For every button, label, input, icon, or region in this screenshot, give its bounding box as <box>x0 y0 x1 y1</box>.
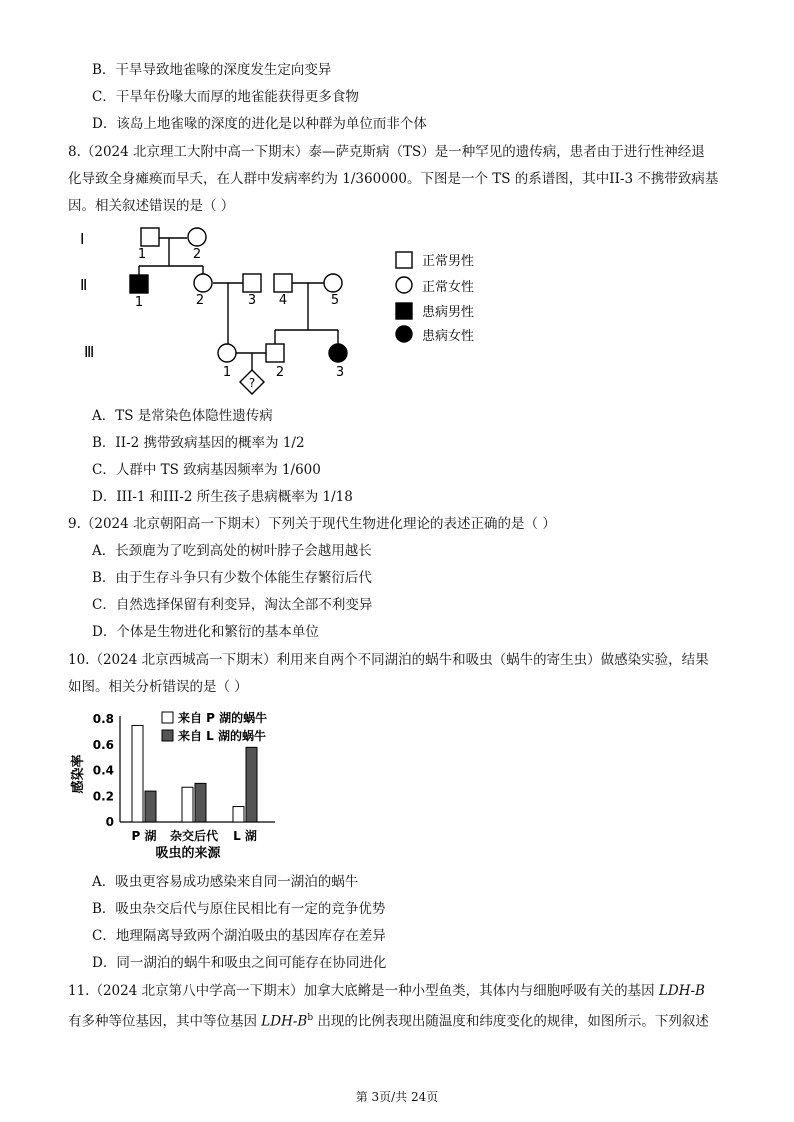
y-tick-label: 0.2 <box>92 789 114 804</box>
q11-stem-line2 <box>68 1008 709 1032</box>
q11-gene-2: LDH-B <box>261 1013 308 1030</box>
q9-option-b: B．由于生存斗争只有少数个体能生存繁衍后代 <box>92 570 372 586</box>
q9-option-d: D．个体是生物进化和繁衍的基本单位 <box>92 624 319 640</box>
q10-option-b: B．吸虫杂交后代与原住民相比有一定的竞争优势 <box>92 901 386 917</box>
pedigree-chart <box>70 220 500 400</box>
q11-text-3: 出现的比例表现出随温度和纬度变化的规律，如图所示。下列叙述 <box>313 1013 709 1030</box>
unknown-mark: ? <box>248 376 256 390</box>
legend-swatch-l <box>162 730 173 741</box>
num-II-4: 4 <box>278 293 288 308</box>
gen-label-II: Ⅱ <box>80 276 88 294</box>
q8-stem-line1: 8.（2024 北京理工大附中高一下期末）泰—萨克斯病（TS）是一种罕见的遗传病，患者由于进行性神经退 <box>68 144 705 160</box>
q9-option-c: C．自然选择保留有利变异，淘汰全部不利变异 <box>92 597 373 613</box>
bar-2-0 <box>233 807 244 822</box>
num-II-2: 2 <box>195 293 205 308</box>
x-category-label: P 湖 <box>131 829 157 843</box>
option-d-prev: D．该岛上地雀喙的深度的进化是以种群为单位而非个体 <box>92 116 427 132</box>
x-category-label: L 湖 <box>233 829 257 843</box>
q10-stem-line1: 10.（2024 北京西城高一下期末）利用来自两个不同湖泊的蜗牛和吸虫（蜗牛的寄生虫）做感染实验，结果 <box>68 652 709 668</box>
y-tick-label: 0 <box>105 815 114 829</box>
num-III-1: 1 <box>222 365 232 380</box>
pedigree-II-3 <box>243 274 261 292</box>
num-I-1: 1 <box>137 247 147 262</box>
x-category-label: 杂交后代 <box>169 829 219 843</box>
bar-2-1 <box>246 747 257 822</box>
y-tick-label: 0.4 <box>92 763 114 778</box>
legend-affected-male-icon <box>396 303 412 319</box>
q11-text-2: 有多种等位基因，其中等位基因 <box>68 1013 262 1030</box>
pedigree-II-2 <box>194 274 212 292</box>
chart-ylabel: 感染率 <box>71 754 86 794</box>
chart-xlabel: 吸虫的来源 <box>155 846 221 861</box>
pedigree-III-1 <box>218 344 236 362</box>
num-III-3: 3 <box>335 365 345 380</box>
legend-swatch-p <box>162 712 173 723</box>
pedigree-III-2 <box>266 344 284 362</box>
legend-normal-female: 正常女性 <box>422 280 475 295</box>
q11-text-1: 11.（2024 北京第八中学高一下期末）加拿大底鳉是一种小型鱼类，其体内与细胞呼吸有关的基因 <box>68 983 659 999</box>
q8-option-d: D．III-1 和III-2 所生孩子患病概率为 1/18 <box>92 489 353 505</box>
num-II-1: 1 <box>134 295 144 310</box>
pedigree-II-1 <box>130 275 148 293</box>
pedigree-I-2 <box>188 228 206 246</box>
y-tick-label: 0.6 <box>92 737 114 752</box>
q8-option-b: B．II-2 携带致病基因的概率为 1/2 <box>92 435 305 451</box>
y-tick-label: 0.8 <box>92 712 114 726</box>
q10-stem-line2: 如图。相关分析错误的是（ ） <box>68 679 248 695</box>
legend-normal-male-icon <box>396 252 412 268</box>
legend-affected-male: 患病男性 <box>422 305 475 320</box>
page-footer: 第 3页/共 24页 <box>355 1090 439 1104</box>
legend-series-l: 来自 L 湖的蜗牛 <box>178 729 267 743</box>
q9-stem: 9.（2024 北京朝阳高一下期末）下列关于现代生物进化理论的表述正确的是（ ） <box>68 516 556 532</box>
pedigree-I-1 <box>141 228 159 246</box>
infection-rate-chart <box>70 704 290 864</box>
num-I-2: 2 <box>192 247 202 262</box>
q8-stem-line2: 化导致全身瘫痪而早夭，在人群中发病率约为 1/360000。下图是一个 TS 的系谱图，其中II-3 不携带致病基 <box>68 171 719 187</box>
q8-option-a: A．TS 是常染色体隐性遗传病 <box>92 408 273 424</box>
option-c-prev: C．干旱年份喙大而厚的地雀能获得更多食物 <box>92 89 359 105</box>
q9-option-a: A．长颈鹿为了吃到高处的树叶脖子会越用越长 <box>92 543 372 559</box>
pedigree-II-4 <box>274 274 292 292</box>
pedigree-III-3 <box>329 344 347 362</box>
q11-gene-1: LDH-B <box>658 983 705 999</box>
num-II-3: 3 <box>247 293 257 308</box>
legend-series-p: 来自 P 湖的蜗牛 <box>178 711 268 725</box>
bar-0-1 <box>145 791 156 822</box>
q10-option-d: D．同一湖泊的蜗牛和吸虫之间可能存在协同进化 <box>92 955 387 971</box>
q11-gene-sup: b <box>307 1013 314 1023</box>
q8-stem-line3: 因。相关叙述错误的是（ ） <box>68 198 235 214</box>
num-III-2: 2 <box>275 365 285 380</box>
q11-stem-line1 <box>68 981 705 1001</box>
q8-option-c: C．人群中 TS 致病基因频率为 1/600 <box>92 462 321 478</box>
legend-affected-female-icon <box>396 326 412 342</box>
legend-affected-female: 患病女性 <box>422 329 475 344</box>
bar-1-0 <box>182 787 193 822</box>
legend-normal-female-icon <box>396 277 412 293</box>
legend-normal-male: 正常男性 <box>422 254 475 269</box>
option-b-prev: B．干旱导致地雀喙的深度发生定向变异 <box>92 62 332 78</box>
bar-1-1 <box>195 783 206 822</box>
q10-option-c: C．地理隔离导致两个湖泊吸虫的基因库存在差异 <box>92 928 386 944</box>
gen-label-III: Ⅲ <box>84 343 95 361</box>
pedigree-II-5 <box>324 274 342 292</box>
gen-label-I: Ⅰ <box>80 230 85 248</box>
num-II-5: 5 <box>330 293 340 308</box>
bar-0-0 <box>132 725 143 822</box>
q10-option-a: A．吸虫更容易成功感染来自同一湖泊的蜗牛 <box>92 874 359 890</box>
